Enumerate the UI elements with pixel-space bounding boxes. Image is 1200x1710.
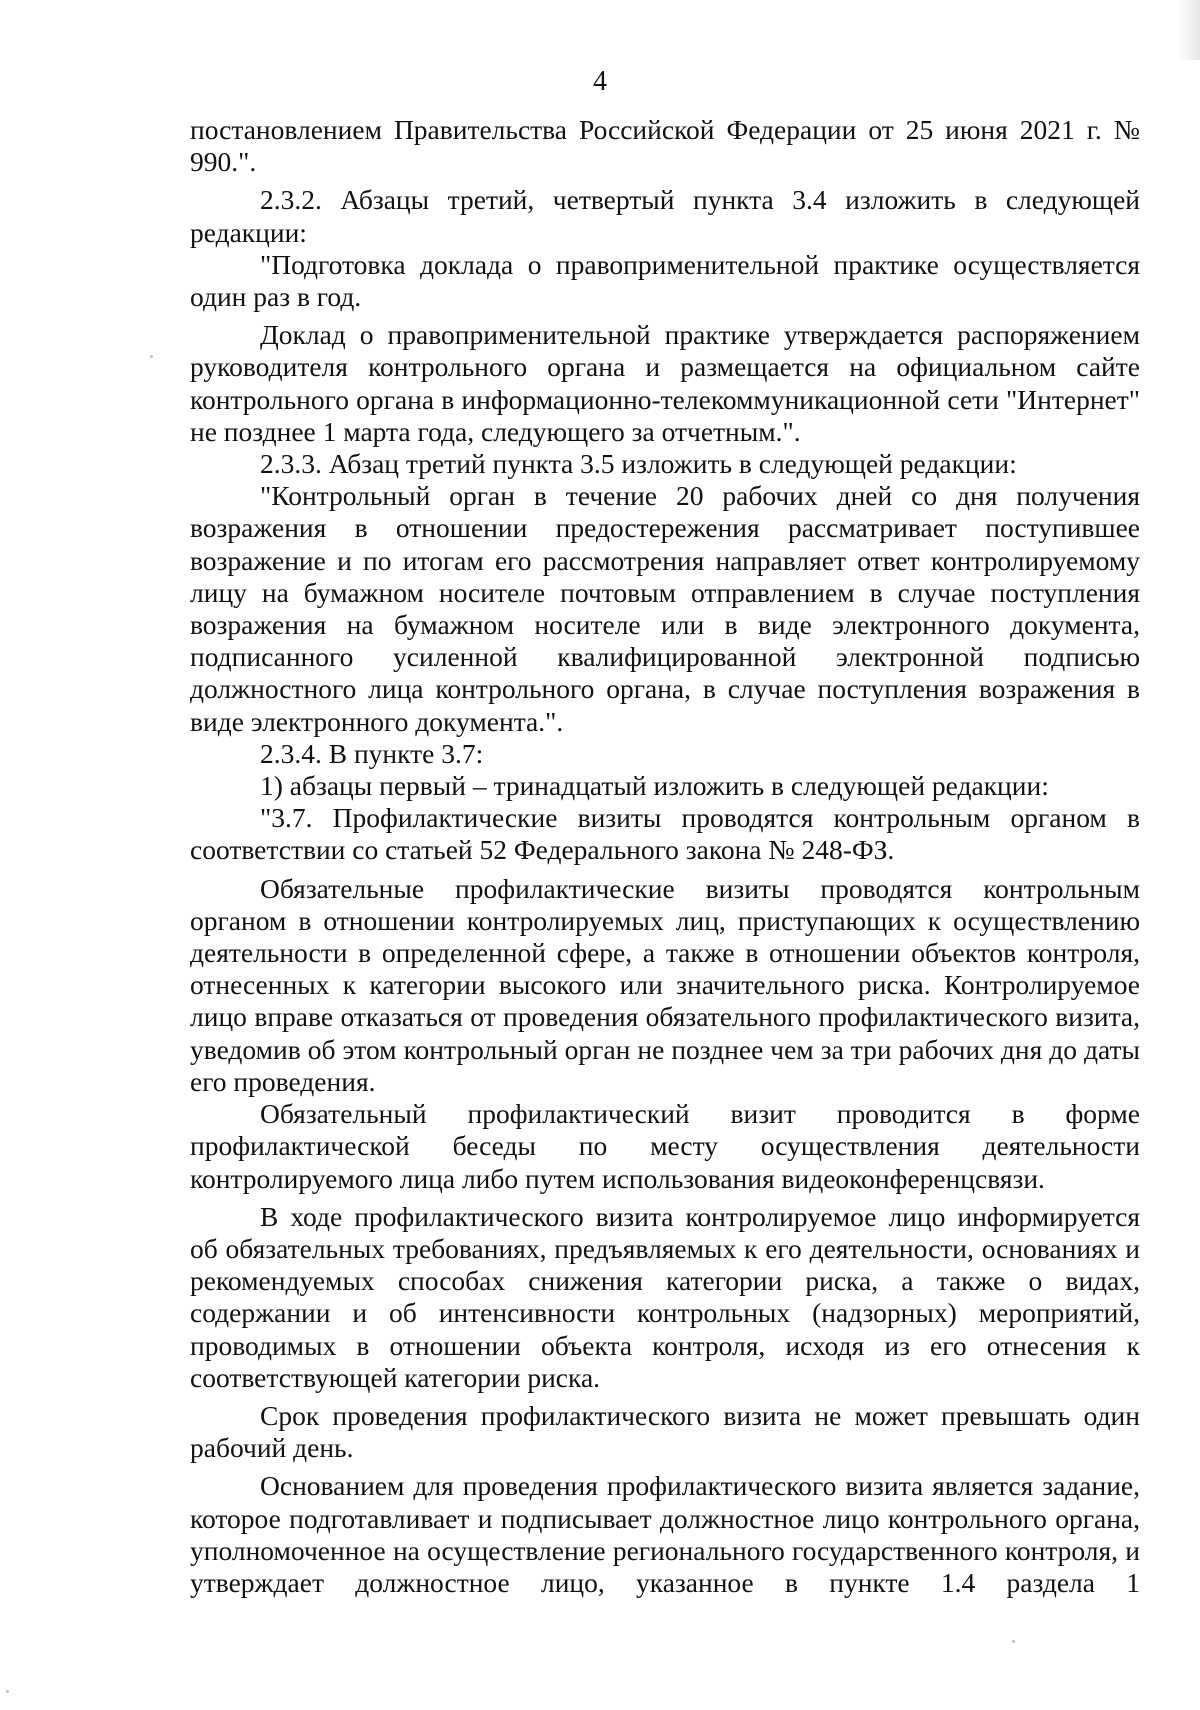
document-body — [190, 114, 1140, 1599]
scan-speck — [150, 355, 153, 358]
paragraph-report-preparation: "Подготовка доклада о правоприменительной практике осуществляется один раз в год. — [190, 248, 1140, 313]
paragraph-item-2-3-2: 2.3.2. Абзацы третий, четвертый пункта 3.4 изложить в следующей редакции: — [190, 184, 1140, 248]
paragraph-item-2-3-3: 2.3.3. Абзац третий пункта 3.5 изложить в следующей редакции: — [260, 448, 1017, 480]
paragraph-decree-reference: постановлением Правительства Российской Федерации от 25 июня 2021 г. № 990.". — [190, 114, 1140, 178]
scan-edge-mark — [1178, 0, 1200, 60]
paragraph-visit-duration: Срок проведения профилактического визита не может превышать один рабочий день. — [190, 1399, 1140, 1464]
paragraph-subitem-1: 1) абзацы первый – тринадцатый изложить в следующей редакции: — [260, 770, 1049, 802]
paragraph-report-approval: Доклад о правоприменительной практике утверждается распоряжением руководителя контрольного органа и размещается на официальном сайте контрольного органа в информационно-телекоммуникационной сети "Интернет" не позднее 1 марта года, следующего за отчетным.". — [190, 319, 1140, 447]
paragraph-visit-form: Обязательный профилактический визит проводится в форме профилактической беседы по месту осуществления деятельности контролируемого лица либо путем использования видеоконференцсвязи. — [190, 1098, 1140, 1194]
scan-speck — [1012, 1640, 1015, 1643]
page-number: 4 — [593, 66, 607, 97]
paragraph-visit-basis: Основанием для проведения профилактического визита является задание, которое подготавливает и подписывает должностное лицо контрольного органа, уполномоченное на осуществление регионального государственного контроля, и утверждает должностное лицо, указанное в пункте 1.4 раздела 1 — [190, 1470, 1140, 1598]
paragraph-item-3-7: "3.7. Профилактические визиты проводятся контрольным органом в соответствии со статьей 52 Федерального закона № 248-ФЗ. — [190, 802, 1140, 866]
scan-speck — [6, 1690, 9, 1693]
paragraph-mandatory-visits: Обязательные профилактические визиты проводятся контрольным органом в отношении контролируемых лиц, приступающих к осуществлению деятельности в определенной сфере, а также в отношении объектов контроля, отнесенных к категории высокого или значительного риска. Контролируемое лицо вправе отказаться от проведения обязательного профилактического визита, уведомив об этом контрольный орган не позднее чем за три рабочих дня до даты его проведения. — [190, 872, 1140, 1097]
paragraph-visit-content: В ходе профилактического визита контролируемое лицо информируется об обязательных требованиях, предъявляемых к его деятельности, основаниях и рекомендуемых способах снижения категории риска, а также о видах, содержании и об интенсивности контрольных (надзорных) мероприятий, проводимых в отношении объекта контроля, исходя из его отнесения к соответствующей категории риска. — [190, 1200, 1140, 1393]
paragraph-item-2-3-4: 2.3.4. В пункте 3.7: — [260, 737, 484, 769]
paragraph-objection-review: "Контрольный орган в течение 20 рабочих дней со дня получения возражения в отношении предостережения рассматривает поступившее возражение и по итогам его рассмотрения направляет ответ контролируемому лицу на бумажном носителе почтовым отправлением в случае поступления возражения на бумажном носителе или в виде электронного документа, подписанного усиленной квалифицированной электронной подписью должностного лица контрольного органа, в случае поступления возражения в виде электронного документа.". — [190, 480, 1140, 737]
